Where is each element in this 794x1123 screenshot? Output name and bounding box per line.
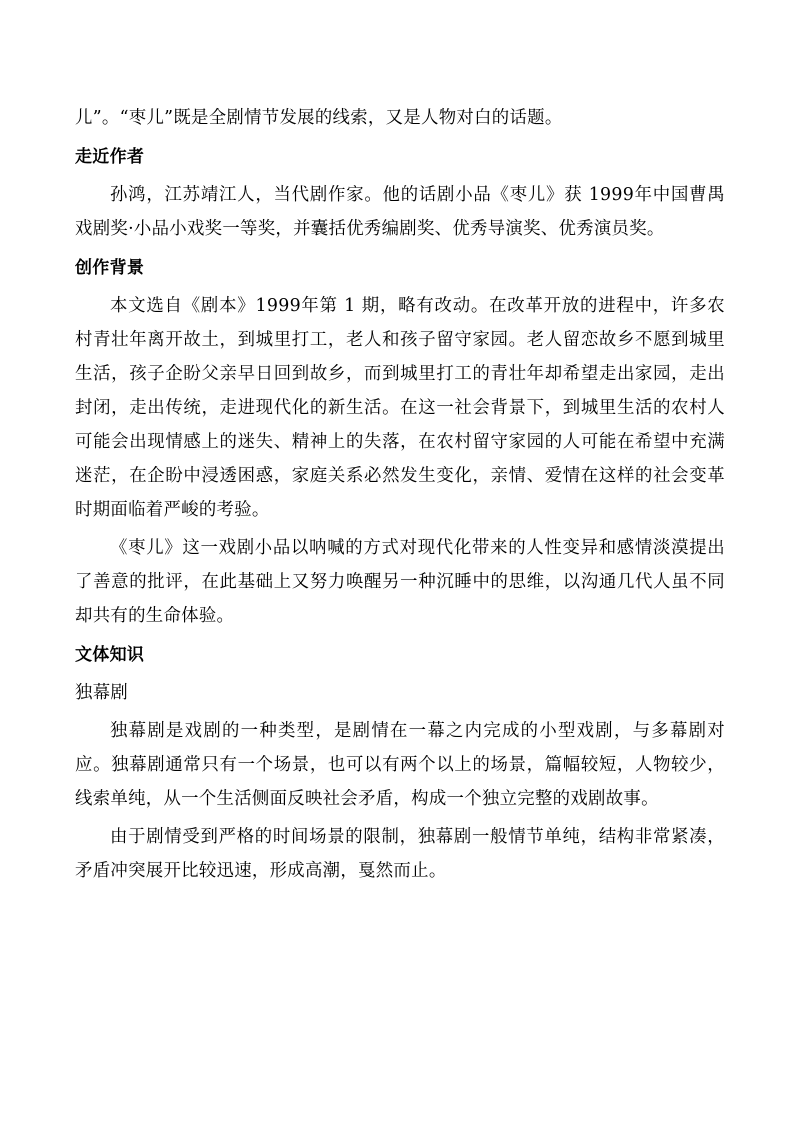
- section-heading-author: 走近作者: [75, 147, 145, 167]
- section-heading-genre: 文体知识: [75, 645, 145, 665]
- background-paragraph-2: 《枣儿》这一戏剧小品以呐喊的方式对现代化带来的人性变异和感情淡漠提出了善意的批评，在此基础上又努力唤醒另一种沉睡中的思维，以沟通几代人虽不同却共有的生命体验。: [75, 538, 725, 626]
- opening-line: 儿”。“枣儿”既是全剧情节发展的线索，又是人物对白的话题。: [75, 108, 563, 128]
- document-body: [75, 101, 725, 888]
- genre-subheading: 独幕剧: [75, 683, 129, 703]
- author-paragraph: 孙鸿，江苏靖江人，当代剧作家。他的话剧小品《枣儿》获 1999年中国曹禺戏剧奖·小品小戏奖一等奖，并囊括优秀编剧奖、优秀导演奖、优秀演员奖。: [75, 185, 725, 239]
- genre-paragraph-2: 由于剧情受到严格的时间场景的限制，独幕剧一般情节单纯，结构非常紧凑，矛盾冲突展开比较迅速，形成高潮，戛然而止。: [75, 827, 725, 881]
- genre-paragraph-1: 独幕剧是戏剧的一种类型，是剧情在一幕之内完成的小型戏剧，与多幕剧对应。独幕剧通常只有一个场景，也可以有两个以上的场景，篇幅较短，人物较少，线索单纯，从一个生活侧面反映社会矛盾，构成一个独立完整的戏剧故事。: [75, 721, 725, 809]
- background-paragraph-1: 本文选自《剧本》1999年第 1 期，略有改动。在改革开放的进程中，许多农村青壮年离开故土，到城里打工，老人和孩子留守家园。老人留恋故乡不愿到城里生活，孩子企盼父亲早日回到故乡，而到城里打工的青壮年却希望走出家园，走出封闭，走出传统，走进现代化的新生活。在这一社会背景下，到城里生活的农村人可能会出现情感上的迷失、精神上的失落，在农村留守家园的人可能在希望中充满迷茫，在企盼中浸透困惑，家庭关系必然发生变化，亲情、爱情在这样的社会变革时期面临着严峻的考验。: [75, 296, 725, 520]
- section-heading-background: 创作背景: [75, 258, 145, 278]
